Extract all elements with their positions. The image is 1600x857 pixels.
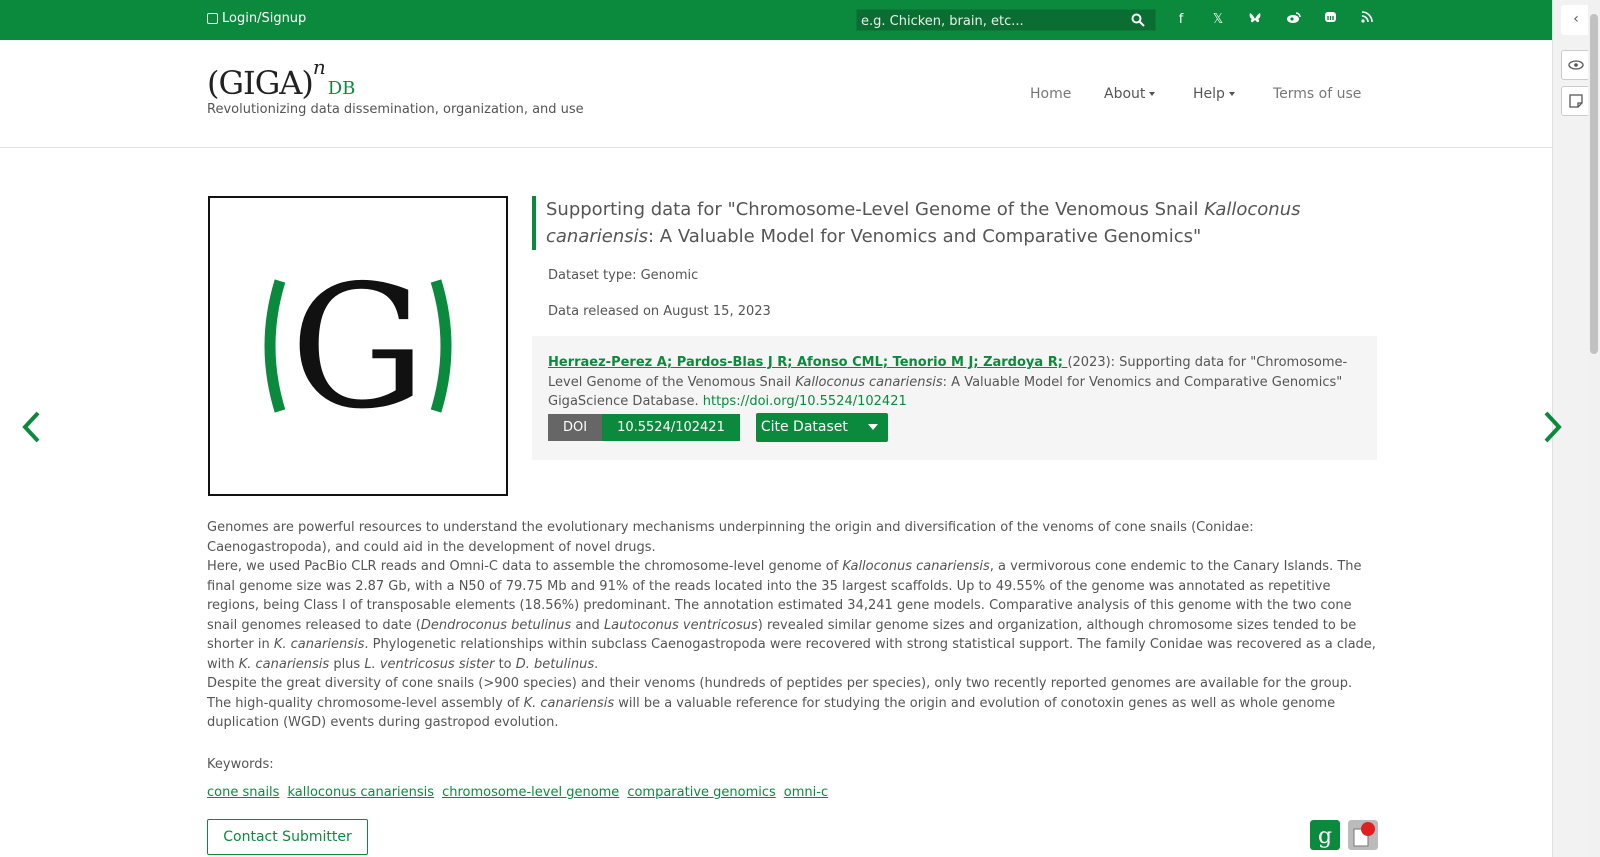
caret-down-icon <box>1149 92 1155 96</box>
eye-icon[interactable] <box>1561 50 1591 80</box>
citation-authors[interactable]: Herraez-Perez A; Pardos-Blas J R; Afonso CML; Tenorio M J; Zardoya R; <box>548 355 1068 370</box>
title-pre: Supporting data for "Chromosome-Level Genome of the Venomous Snail <box>546 199 1205 220</box>
facebook-icon[interactable]: f <box>1178 12 1184 27</box>
login-link[interactable] <box>207 11 306 26</box>
svg-text:g: g <box>1317 824 1333 849</box>
caret-down-icon <box>1229 92 1235 96</box>
doi-badge-value[interactable]: 10.5524/102421 <box>602 414 740 441</box>
title-species: Kalloconus canariensis <box>546 199 1301 247</box>
doi-link[interactable]: https://doi.org/10.5524/102421 <box>702 394 907 409</box>
g-logo-icon <box>258 271 458 421</box>
description-p4: The high-quality chromosome-level assembly of K. canariensis will be a valuable reference for studying the origin and evolution of conotoxin genes as well as whole genome duplication (WGD) events during gastropod evolution. <box>207 695 1336 730</box>
logo-db: DB <box>327 78 356 99</box>
logo-sup: n <box>312 54 326 79</box>
citation-species: Kalloconus canariensis <box>795 374 943 390</box>
nav-help-label: Help <box>1193 86 1225 102</box>
nav-help[interactable] <box>1193 86 1235 102</box>
keyword-link[interactable]: kalloconus canariensis <box>287 785 435 800</box>
search-input[interactable] <box>857 12 1119 32</box>
dataset-image <box>208 196 508 496</box>
description-p1: Genomes are powerful resources to understand the evolutionary mechanisms underpinning the origin and diversification of the venoms of cone snails (Conidae: Caenogastropoda), and could aid in the development of novel drugs. <box>207 520 1254 555</box>
citation-box <box>532 336 1377 460</box>
rss-icon[interactable] <box>1358 11 1376 29</box>
citation-pre: (2023): Supporting data for "Chromosome-Level Genome of the Venomous Snail <box>548 355 1348 390</box>
keywords-label: Keywords: <box>207 757 274 772</box>
next-dataset-arrow-icon[interactable] <box>1542 410 1564 444</box>
login-label: Login/Signup <box>222 11 307 26</box>
top-bar <box>0 0 1552 40</box>
keyword-link[interactable]: omni-c <box>783 785 829 800</box>
description-p2: Here, we used PacBio CLR reads and Omni-C data to assemble the chromosome-level genome of Kalloconus canariensis, a vermivorous cone endemic to the Canary Islands. The final genome size was 2.87 Gb, with a N50 of 79.75 Mb and 91% of the reads located into the 35 largest scaffolds. Up to 49.55% of the genome was annotated as repetitive regions, being Class I of transposable elements (18.56%) predominant. The annotation estimated 34,241 gene models. Comparative analysis of this genome with the two cone snail genomes released to date (Dendroconus betulinus and Lautoconus ventricosus) revealed similar genome sizes and organization, although chromosome sizes tended to be shorter in K. canariensis. Phylogenetic relationships within subclass Caenogastropoda were recovered with strong statistical support. The family Conidae was recovered as a clade, with K. canariensis plus L. ventricosus sister to D. betulinus. <box>207 559 1376 672</box>
cite-dataset-button[interactable] <box>756 413 888 442</box>
keywords-list <box>207 785 828 800</box>
title-post: : A Valuable Model for Venomics and Comparative Genomics" <box>648 226 1202 247</box>
keyword-link[interactable]: comparative genomics <box>627 785 776 800</box>
release-date: Data released on August 15, 2023 <box>548 304 771 319</box>
svg-text:G: G <box>290 271 426 421</box>
nav-about[interactable] <box>1104 86 1155 102</box>
search-box <box>856 9 1156 31</box>
search-icon[interactable] <box>1131 13 1145 27</box>
google-scholar-icon[interactable] <box>1310 820 1340 850</box>
scrollbar[interactable] <box>1588 0 1600 857</box>
tagline: Revolutionizing data dissemination, organization, and use <box>207 102 584 117</box>
scrollbar-thumb[interactable] <box>1590 14 1598 354</box>
caret-down-icon <box>868 424 878 430</box>
x-icon[interactable]: 𝕏 <box>1212 12 1224 27</box>
mastodon-icon[interactable] <box>1321 11 1339 29</box>
dataset-description <box>207 518 1377 733</box>
citation-post: : A Valuable Model for Venomics and Comparative Genomics" GigaScience Database. <box>548 374 1343 409</box>
weibo-icon[interactable] <box>1284 11 1302 29</box>
doi-button-row <box>548 414 888 442</box>
publication-icon[interactable] <box>1348 820 1378 850</box>
logo-main: (GIGA) <box>207 64 313 102</box>
nav-terms[interactable]: Terms of use <box>1273 86 1362 102</box>
citation-text <box>548 353 1361 412</box>
login-icon <box>207 13 218 24</box>
nav-about-label: About <box>1104 86 1146 102</box>
dataset-type: Dataset type: Genomic <box>548 268 699 283</box>
bluesky-icon[interactable] <box>1246 11 1264 29</box>
previous-dataset-arrow-icon[interactable] <box>20 410 42 444</box>
nav-home[interactable]: Home <box>1030 86 1072 102</box>
dataset-title <box>532 196 1352 250</box>
doi-badge-label: DOI <box>548 414 602 441</box>
keyword-link[interactable]: cone snails <box>207 785 280 800</box>
note-icon[interactable] <box>1561 86 1591 116</box>
site-header <box>0 40 1552 148</box>
collapse-chevron-icon[interactable]: ‹ <box>1561 5 1591 35</box>
description-p3: Despite the great diversity of cone snails (>900 species) and their venoms (hundreds of peptides per species), only two recently reported genomes are available for the group. <box>207 676 1353 691</box>
contact-submitter-button[interactable]: Contact Submitter <box>207 819 368 855</box>
gigadb-logo[interactable] <box>207 54 356 102</box>
keyword-link[interactable]: chromosome-level genome <box>442 785 620 800</box>
cite-dataset-label: Cite Dataset <box>760 419 848 435</box>
